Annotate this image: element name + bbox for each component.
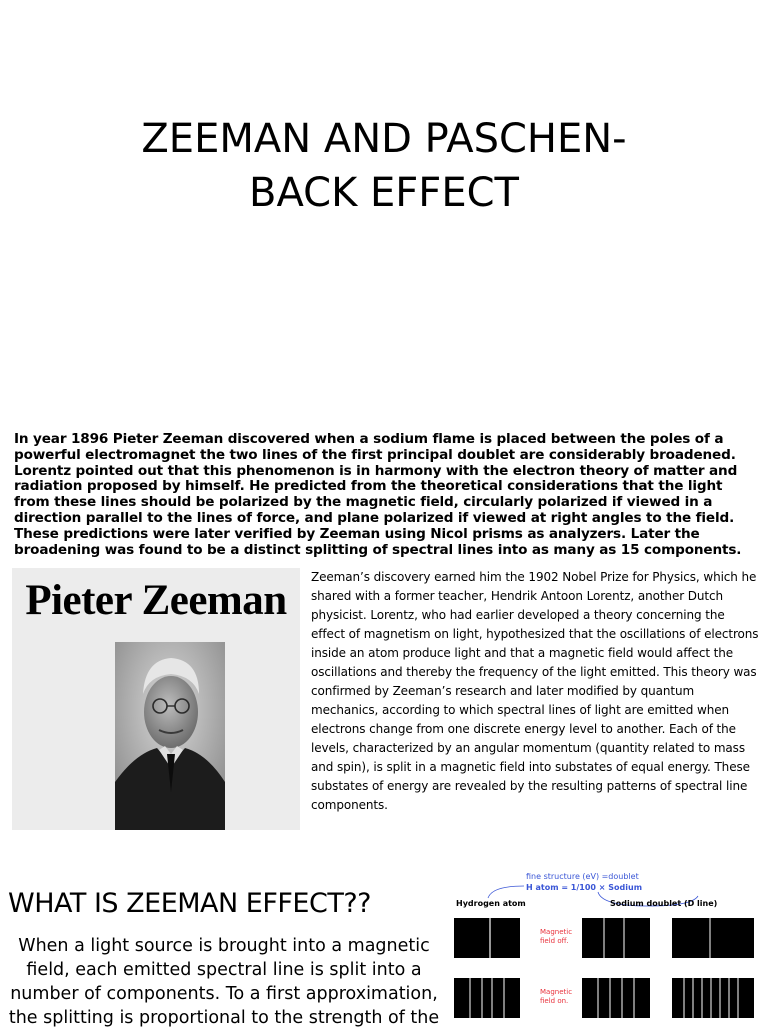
field-on-label-2: field on. [540, 997, 569, 1005]
bracket-left [488, 886, 524, 898]
diagram-top-line-1: fine structure (eV) =doublet [526, 872, 639, 881]
nobel-paragraph: Zeeman’s discovery earned him the 1902 Nobel Prize for Physics, which he shared with a former teacher, Hendrik Antoon Lorentz, another Dutch physicist. Lorentz, who had earlier developed a theory concerning the effect of magnetism on light, hypothesized that the oscillations of electrons inside an atom produce light and that a magnetic field would affect the oscillations and thereby the frequency of the light emitted. This theory was confirmed by Zeeman’s research and later modified by quantum mechanics, according to which spectral lines of light are emitted when electrons change from one discrete energy level to another. Each of the levels, characterized by an angular momentum (quantity related to mass and spin), is split in a magnetic field into substates of equal energy. These substates of energy are revealed by the resulting patterns of spectral line components. [311, 570, 759, 812]
band-hydrogen-on [454, 978, 520, 1018]
portrait-caption: Pieter Zeeman [25, 577, 287, 624]
title-line-2: BACK EFFECT [249, 170, 519, 216]
slide-title [0, 112, 768, 220]
field-off-label-1: Magnetic [540, 928, 573, 936]
diagram-top-line-2: H atom = 1/100 × Sodium [526, 883, 643, 892]
portrait-figure [12, 568, 300, 830]
section-heading: WHAT IS ZEEMAN EFFECT?? [8, 888, 371, 919]
field-on-label-1: Magnetic [540, 988, 573, 996]
band-hydrogen-off [454, 918, 520, 958]
band-sodium2-off [672, 918, 754, 958]
zeeman-diagram [452, 868, 760, 1024]
portrait-photo [115, 642, 225, 830]
field-off-label-2: field off. [540, 937, 569, 945]
band-sodium2-on [672, 978, 754, 1018]
band-sodium1-on [582, 978, 650, 1018]
intro-paragraph: In year 1896 Pieter Zeeman discovered when a sodium flame is placed between the poles of a powerful electromagnet the two lines of the first principal doublet are considerably broadened. Lorentz pointed out that this phenomenon is in harmony with the electron theory of matter and radiation proposed by himself. He predicted from the theoretical considerations that the light from these lines should be polarized by the magnetic field, circularly polarized if viewed in a direction parallel to the lines of force, and plane polarized if viewed at right angles to the field. These predictions were later verified by Zeeman using Nicol prisms as analyzers. Later the broadening was found to be a distinct splitting of spectral lines into as many as 15 components. [14, 431, 742, 558]
title-line-1: ZEEMAN AND PASCHEN- [141, 116, 627, 162]
hydrogen-label: Hydrogen atom [456, 899, 526, 908]
definition-paragraph: When a light source is brought into a magnetic field, each emitted spectral line is split into a number of components. To a first approximation, the splitting is proportional to the strength of the [8, 936, 440, 1028]
band-sodium1-off [582, 918, 650, 958]
sodium-label: Sodium doublet (D line) [610, 899, 718, 908]
